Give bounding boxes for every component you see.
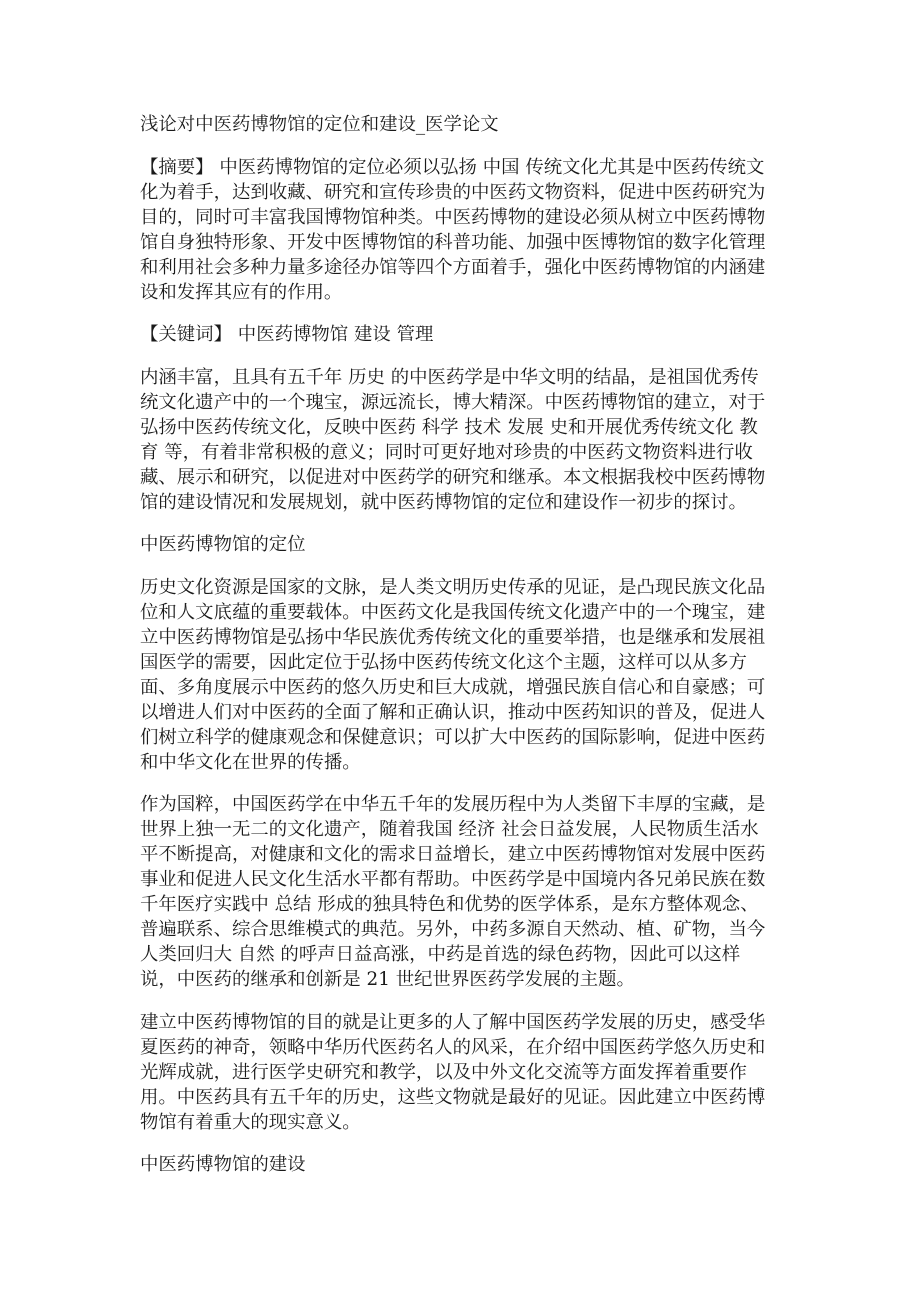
text-line: 统文化遗产中的一个瑰宝，源远流长，博大精深。中医药博物馆的建立，对于 (140, 391, 766, 413)
text-line: 化为着手，达到收藏、研究和宣传珍贵的中医药文物资料，促进中医药研究为 (140, 181, 766, 203)
text-line: 以增进人们对中医药的全面了解和正确认识，推动中医药知识的普及，促进人 (140, 701, 766, 723)
document-title (140, 112, 800, 137)
text-line: 【摘要】 中医药博物馆的定位必须以弘扬 中国 传统文化尤其是中医药传统文 (140, 156, 765, 178)
text-line: 光辉成就，进行医学史研究和教学，以及中外文化交流等方面发挥着重要作 (140, 1061, 747, 1083)
text-line: 弘扬中医药传统文化，反映中医药 科学 技术 发展 史和开展优秀传统文化 教 (140, 416, 758, 438)
keywords-text: 【关键词】 中医药博物馆 建设 管理 (140, 324, 434, 345)
text-line: 物馆有着重大的现实意义。 (140, 1111, 361, 1133)
section-heading-positioning (140, 532, 800, 557)
text-line: 馆自身独特形象、开发中医博物馆的科普功能、加强中医博物馆的数字化管理 (140, 231, 766, 253)
intro-paragraph (140, 365, 800, 515)
text-line: 们树立科学的健康观念和保健意识；可以扩大中医药的国际影响，促进中医药 (140, 726, 766, 748)
text-line: 事业和促进人民文化生活水平都有帮助。中医药学是中国境内各兄弟民族在数 (140, 869, 766, 890)
document-body (140, 112, 800, 1195)
text-line: 千年医疗实践中 总结 形成的独具特色和优势的医学体系，是东方整体观念、 (140, 894, 759, 915)
text-line: 和中华文化在世界的传播。 (140, 751, 361, 773)
text-line: 说，中医药的继承和创新是 21 世纪世界医药学发展的主题。 (140, 969, 635, 990)
text-line: 建立中医药博物馆的目的就是让更多的人了解中国医药学发展的历史，感受华 (140, 1011, 766, 1033)
text-line: 平不断提高，对健康和文化的需求日益增长，建立中医药博物馆对发展中医药 (140, 844, 766, 865)
text-line: 和利用社会多种力量多途径办馆等四个方面着手，强化中医药博物馆的内涵建 (140, 256, 766, 278)
text-line: 藏、展示和研究，以促进对中医药学的研究和继承。本文根据我校中医药博物 (140, 466, 766, 488)
positioning-paragraph-3 (140, 1010, 800, 1135)
text-line: 普遍联系、综合思维模式的典范。另外，中药多源自天然动、植、矿物，当今 (140, 919, 766, 940)
text-line: 面、多角度展示中医药的悠久历史和巨大成就，增强民族自信心和自豪感；可 (140, 676, 766, 698)
title-text: 浅论对中医药博物馆的定位和建设_医学论文 (140, 114, 499, 135)
text-line: 用。中医药具有五千年的历史，这些文物就是最好的见证。因此建立中医药博 (140, 1086, 766, 1108)
text-line: 馆的建设情况和发展规划，就中医药博物馆的定位和建设作一初步的探讨。 (140, 491, 747, 513)
abstract-paragraph (140, 155, 800, 305)
text-line: 世界上独一无二的文化遗产，随着我国 经济 社会日益发展，人民物质生活水 (140, 819, 759, 840)
heading-text: 中医药博物馆的建设 (140, 1154, 306, 1175)
text-line: 内涵丰富，且具有五千年 历史 的中医药学是中华文明的结晶，是祖国优秀传 (140, 366, 759, 388)
text-line: 夏医药的神奇，领略中华历代医药名人的风采，在介绍中国医药学悠久历史和 (140, 1036, 766, 1058)
positioning-paragraph-1 (140, 575, 800, 775)
text-line: 位和人文底蕴的重要载体。中医药文化是我国传统文化遗产中的一个瑰宝，建 (140, 601, 766, 623)
text-line: 人类回归大 自然 的呼声日益高涨，中药是首选的绿色药物，因此可以这样 (140, 944, 741, 965)
text-line: 国医学的需要，因此定位于弘扬中医药传统文化这个主题，这样可以从多方 (140, 651, 747, 673)
text-line: 育 等，有着非常积极的意义；同时可更好地对珍贵的中医药文物资料进行收 (140, 441, 753, 463)
text-line: 立中医药博物馆是弘扬中华民族优秀传统文化的重要举措，也是继承和发展祖 (140, 626, 766, 648)
text-line: 历史文化资源是国家的文脉，是人类文明历史传承的见证，是凸现民族文化品 (140, 576, 766, 598)
positioning-paragraph-2 (140, 792, 800, 992)
section-heading-construction (140, 1152, 800, 1177)
text-line: 设和发挥其应有的作用。 (140, 281, 343, 303)
text-line: 作为国粹，中国医药学在中华五千年的发展历程中为人类留下丰厚的宝藏，是 (140, 794, 766, 815)
keywords-paragraph (140, 322, 800, 347)
text-line: 目的，同时可丰富我国博物馆种类。中医药博物的建设必须从树立中医药博物 (140, 206, 766, 228)
heading-text: 中医药博物馆的定位 (140, 534, 306, 555)
